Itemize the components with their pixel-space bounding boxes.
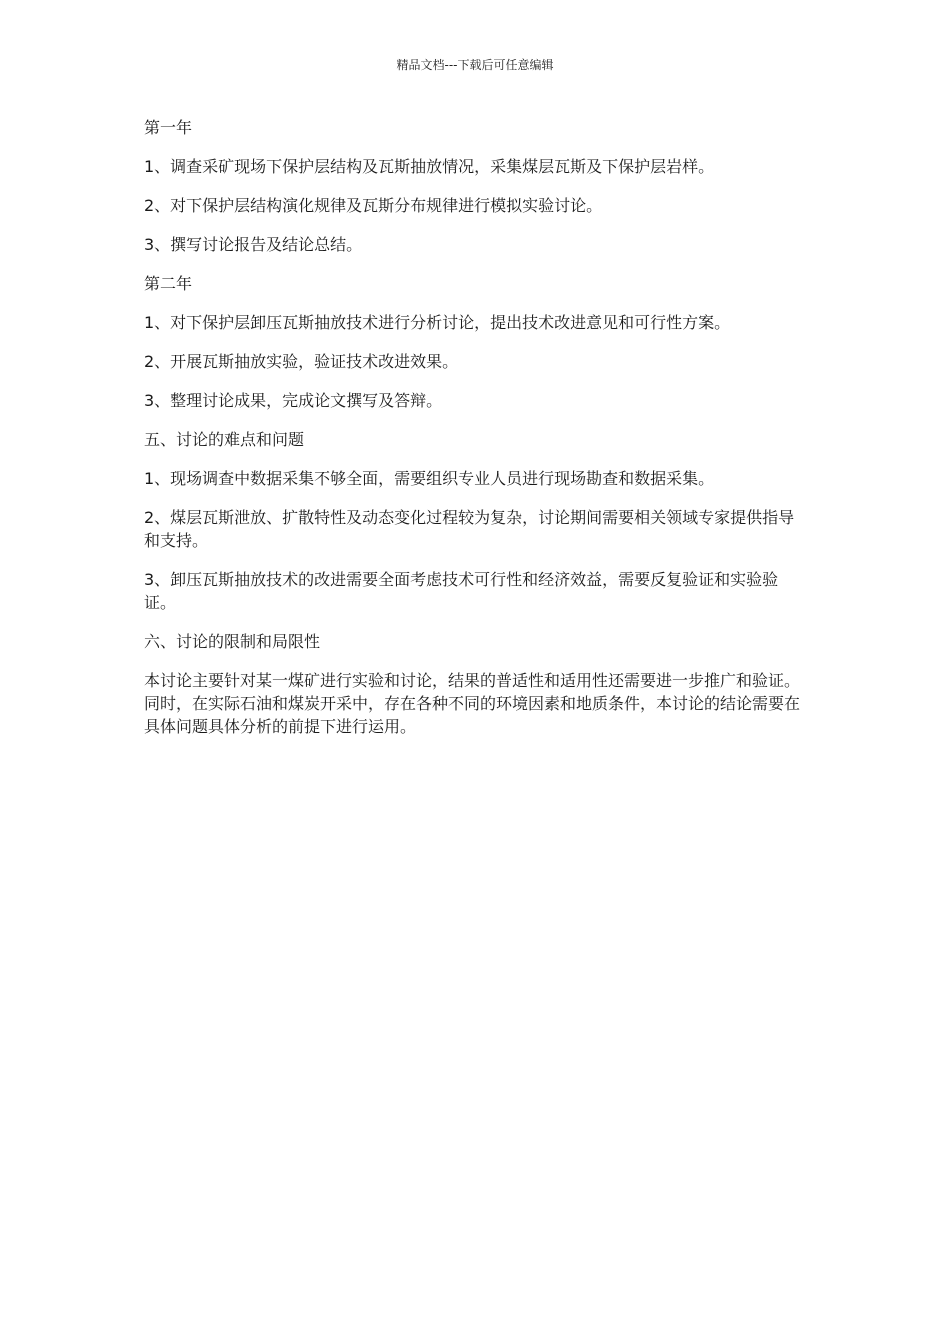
body-paragraph: 本讨论主要针对某一煤矿进行实验和讨论，结果的普适性和适用性还需要进一步推广和验证。同时，在实际石油和煤炭开采中，存在各种不同的环境因素和地质条件，本讨论的结论需要在具体问题具体分析的前提下进行运用。 — [144, 671, 801, 736]
document-body — [144, 116, 808, 738]
list-item: 2、开展瓦斯抽放实验，验证技术改进效果。 — [144, 352, 459, 371]
list-item: 2、煤层瓦斯泄放、扩散特性及动态变化过程较为复杂，讨论期间需要相关领域专家提供指导和支持。 — [144, 508, 795, 550]
list-item: 3、撰写讨论报告及结论总结。 — [144, 235, 363, 254]
list-item: 2、对下保护层结构演化规律及瓦斯分布规律进行模拟实验讨论。 — [144, 196, 603, 215]
list-item: 1、对下保护层卸压瓦斯抽放技术进行分析讨论，提出技术改进意见和可行性方案。 — [144, 313, 731, 332]
section-heading-limitations: 六、讨论的限制和局限性 — [144, 632, 321, 651]
list-item: 3、整理讨论成果，完成论文撰写及答辩。 — [144, 391, 443, 410]
list-item: 3、卸压瓦斯抽放技术的改进需要全面考虑技术可行性和经济效益，需要反复验证和实验验证。 — [144, 570, 779, 612]
page-header: 精品文档---下载后可任意编辑 — [396, 58, 554, 72]
section-heading-difficulties: 五、讨论的难点和问题 — [144, 430, 305, 449]
list-item: 1、调查采矿现场下保护层结构及瓦斯抽放情况，采集煤层瓦斯及下保护层岩样。 — [144, 157, 715, 176]
list-item: 1、现场调查中数据采集不够全面，需要组织专业人员进行现场勘查和数据采集。 — [144, 469, 715, 488]
section-heading-year-two: 第二年 — [144, 274, 193, 293]
section-heading-year-one: 第一年 — [144, 118, 193, 137]
